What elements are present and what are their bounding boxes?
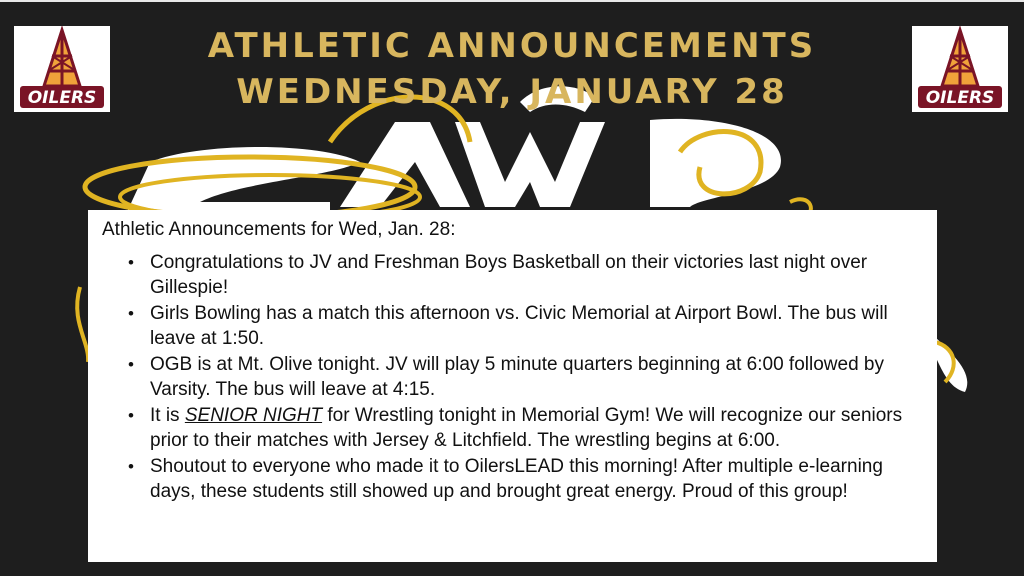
oilers-logo-right <box>912 26 1008 112</box>
list-item-text: It is <box>150 405 185 426</box>
list-item: • OGB is at Mt. Olive tonight. JV will play 5 minute quarters beginning at 6:00 followed by Varsity. The bus will leave at 4:15. <box>150 352 927 402</box>
page-title-line-1: ATHLETIC ANNOUNCEMENTS <box>207 26 817 66</box>
announcements-panel <box>88 210 937 562</box>
list-item: • Girls Bowling has a match this afternoon vs. Civic Memorial at Airport Bowl. The bus will leave at 1:50. <box>150 301 927 351</box>
oil-derrick-logo-icon <box>14 26 110 112</box>
page-title-line-2: WEDNESDAY, JANUARY 28 <box>236 72 788 112</box>
logo-text: OILERS <box>925 88 995 108</box>
white-brush-stroke-w <box>455 122 605 207</box>
list-item-text: for Wrestling tonight in Memorial Gym! We will recognize our seniors prior to their matches with Jersey & Litchfield. The wrestling begins at 6:00. <box>150 405 903 451</box>
logo-text: OILERS <box>27 88 97 108</box>
list-item <box>150 403 927 453</box>
list-item: • Congratulations to JV and Freshman Boys Basketball on their victories last night over Gillespie! <box>150 250 927 300</box>
gold-scribble-left <box>77 287 88 362</box>
list-item: • Shoutout to everyone who made it to OilersLEAD this morning! After multiple e-learning days, these students still showed up and brought great energy. Proud of this group! <box>150 454 927 504</box>
oil-derrick-logo-icon <box>912 26 1008 112</box>
oilers-logo-left <box>14 26 110 112</box>
announcements-list <box>102 250 927 504</box>
senior-night-emphasis: SENIOR NIGHT <box>184 405 323 426</box>
announcements-heading: Athletic Announcements for Wed, Jan. 28: <box>102 219 456 240</box>
